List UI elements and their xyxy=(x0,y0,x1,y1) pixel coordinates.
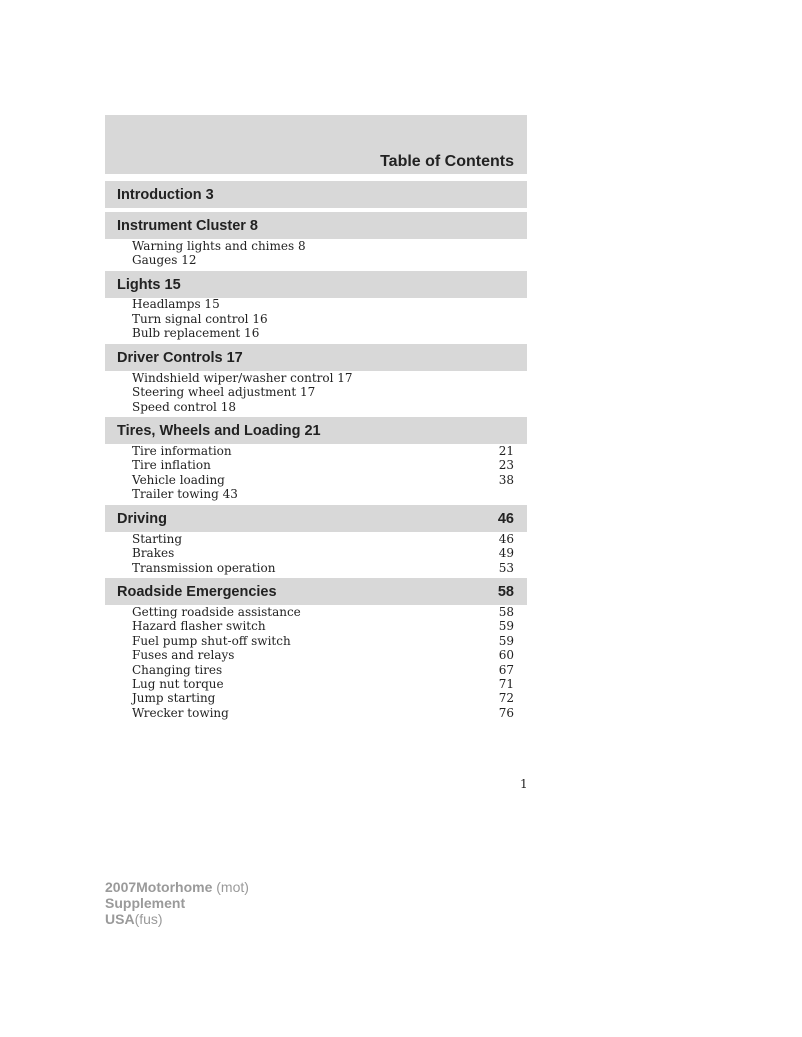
document-footer xyxy=(105,879,249,927)
toc-item[interactable] xyxy=(132,677,514,692)
item-label: Warning lights and chimes 8 xyxy=(132,239,306,253)
toc-item[interactable] xyxy=(132,444,514,459)
item-page: 53 xyxy=(498,561,514,575)
item-label: Transmission operation xyxy=(132,561,276,575)
section-driver-controls[interactable] xyxy=(105,344,527,371)
section-title: Tires, Wheels and Loading 21 xyxy=(117,422,321,439)
toc-item[interactable] xyxy=(132,312,514,327)
footer-line-2 xyxy=(105,895,249,911)
toc-header-band xyxy=(105,115,527,174)
item-label: Fuses and relays xyxy=(132,648,235,662)
item-label: Turn signal control 16 xyxy=(132,312,268,326)
section-page: 58 xyxy=(497,583,514,600)
item-label: Brakes xyxy=(132,546,175,560)
page-title: Table of Contents xyxy=(380,153,514,170)
item-label: Speed control 18 xyxy=(132,400,236,414)
item-page: 23 xyxy=(498,458,514,472)
item-page: 67 xyxy=(498,663,514,677)
section-page: 46 xyxy=(497,510,514,527)
section-title: Lights 15 xyxy=(117,276,181,293)
item-page: 49 xyxy=(498,546,514,560)
item-label: Trailer towing 43 xyxy=(132,487,238,501)
toc-item[interactable] xyxy=(132,619,514,634)
item-label: Starting xyxy=(132,532,183,546)
item-page: 71 xyxy=(498,677,514,691)
item-label: Tire information xyxy=(132,444,232,458)
item-page: 76 xyxy=(498,706,514,720)
toc-item[interactable] xyxy=(132,371,514,386)
toc-item[interactable] xyxy=(132,473,514,488)
section-instrument-cluster[interactable] xyxy=(105,212,527,239)
footer-model: 2007Motorhome xyxy=(105,879,213,895)
footer-line-3 xyxy=(105,911,249,927)
toc-item[interactable] xyxy=(132,546,514,561)
footer-model-code: (mot) xyxy=(212,879,249,895)
toc-item[interactable] xyxy=(132,663,514,678)
section-tires-wheels-loading[interactable] xyxy=(105,417,527,444)
item-page: 58 xyxy=(498,605,514,619)
item-page: 21 xyxy=(498,444,514,458)
toc-item[interactable] xyxy=(132,326,514,341)
section-driving[interactable] xyxy=(105,505,527,532)
toc-item[interactable] xyxy=(132,458,514,473)
section-title: Roadside Emergencies xyxy=(117,583,277,600)
item-page: 46 xyxy=(498,532,514,546)
item-label: Gauges 12 xyxy=(132,253,197,267)
section-title: Instrument Cluster 8 xyxy=(117,217,258,234)
toc-item[interactable] xyxy=(132,253,514,268)
toc-item[interactable] xyxy=(132,634,514,649)
section-title: Driving xyxy=(117,510,167,527)
section-introduction[interactable] xyxy=(105,181,527,208)
toc-item[interactable] xyxy=(132,532,514,547)
footer-doc-type: Supplement xyxy=(105,895,186,911)
toc-item[interactable] xyxy=(132,239,514,254)
toc-item[interactable] xyxy=(132,297,514,312)
item-label: Changing tires xyxy=(132,663,223,677)
toc-item[interactable] xyxy=(132,487,514,502)
item-page: 72 xyxy=(498,691,514,705)
section-title: Driver Controls 17 xyxy=(117,349,243,366)
footer-line-1 xyxy=(105,879,249,895)
toc-item[interactable] xyxy=(132,706,514,721)
item-page: 59 xyxy=(498,634,514,648)
item-label: Steering wheel adjustment 17 xyxy=(132,385,316,399)
item-label: Hazard flasher switch xyxy=(132,619,266,633)
item-label: Fuel pump shut-off switch xyxy=(132,634,291,648)
section-title: Introduction 3 xyxy=(117,186,214,203)
item-label: Lug nut torque xyxy=(132,677,224,691)
item-label: Getting roadside assistance xyxy=(132,605,301,619)
footer-market-code: (fus) xyxy=(134,911,163,927)
item-page: 38 xyxy=(498,473,514,487)
item-label: Headlamps 15 xyxy=(132,297,220,311)
item-label: Bulb replacement 16 xyxy=(132,326,260,340)
item-page: 60 xyxy=(498,648,514,662)
item-label: Windshield wiper/washer control 17 xyxy=(132,371,353,385)
page-number: 1 xyxy=(520,777,528,791)
toc-item[interactable] xyxy=(132,385,514,400)
toc-item[interactable] xyxy=(132,605,514,620)
toc-item[interactable] xyxy=(132,561,514,576)
item-label: Wrecker towing xyxy=(132,706,229,720)
toc-item[interactable] xyxy=(132,691,514,706)
section-lights[interactable] xyxy=(105,271,527,298)
footer-market: USA xyxy=(105,911,135,927)
section-roadside-emergencies[interactable] xyxy=(105,578,527,605)
item-label: Jump starting xyxy=(132,691,216,705)
toc-item[interactable] xyxy=(132,648,514,663)
item-label: Vehicle loading xyxy=(132,473,225,487)
toc-item[interactable] xyxy=(132,400,514,415)
item-page: 59 xyxy=(498,619,514,633)
item-label: Tire inflation xyxy=(132,458,211,472)
